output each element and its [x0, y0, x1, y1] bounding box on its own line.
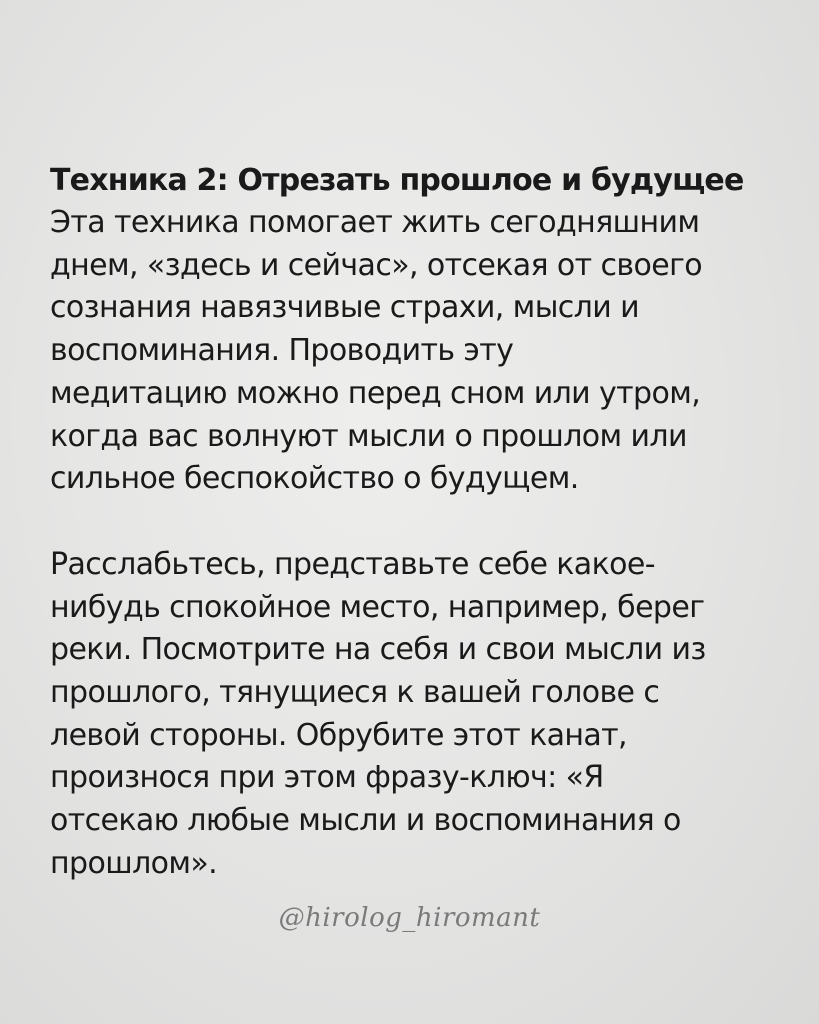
- text-line: отсекаю любые мысли и воспоминания о: [50, 803, 681, 839]
- technique-title: Техника 2: Отрезать прошлое и будущее: [50, 163, 744, 198]
- text-line: прошлом».: [50, 845, 218, 881]
- author-handle: @hirolog_hiromant: [278, 903, 541, 933]
- text-line: нибудь спокойное место, например, берег: [50, 589, 705, 625]
- text-line: днем, «здесь и сейчас», отсекая от своего: [50, 247, 702, 283]
- text-line: сильное беспокойство о будущем.: [50, 461, 579, 497]
- paragraph-intro: [50, 202, 780, 501]
- text-line: когда вас волнуют мысли о прошлом или: [50, 418, 687, 454]
- text-card: [50, 160, 780, 886]
- paragraph-gap: [50, 501, 780, 544]
- text-line: воспоминания. Проводить эту: [50, 333, 514, 369]
- text-line: Расслабьтесь, представьте себе какое-: [50, 546, 655, 582]
- text-line: Эта техника помогает жить сегодняшним: [50, 205, 700, 240]
- text-line: левой стороны. Обрубите этот канат,: [50, 717, 627, 753]
- paragraph-instructions: [50, 544, 780, 886]
- text-line: сознания навязчивые страхи, мысли и: [50, 290, 639, 326]
- text-line: реки. Посмотрите на себя и свои мысли из: [50, 632, 706, 668]
- text-line: произнося при этом фразу-ключ: «Я: [50, 760, 604, 796]
- text-line: прошлого, тянущиеся к вашей голове с: [50, 675, 660, 711]
- text-line: медитацию можно перед сном или утром,: [50, 375, 701, 411]
